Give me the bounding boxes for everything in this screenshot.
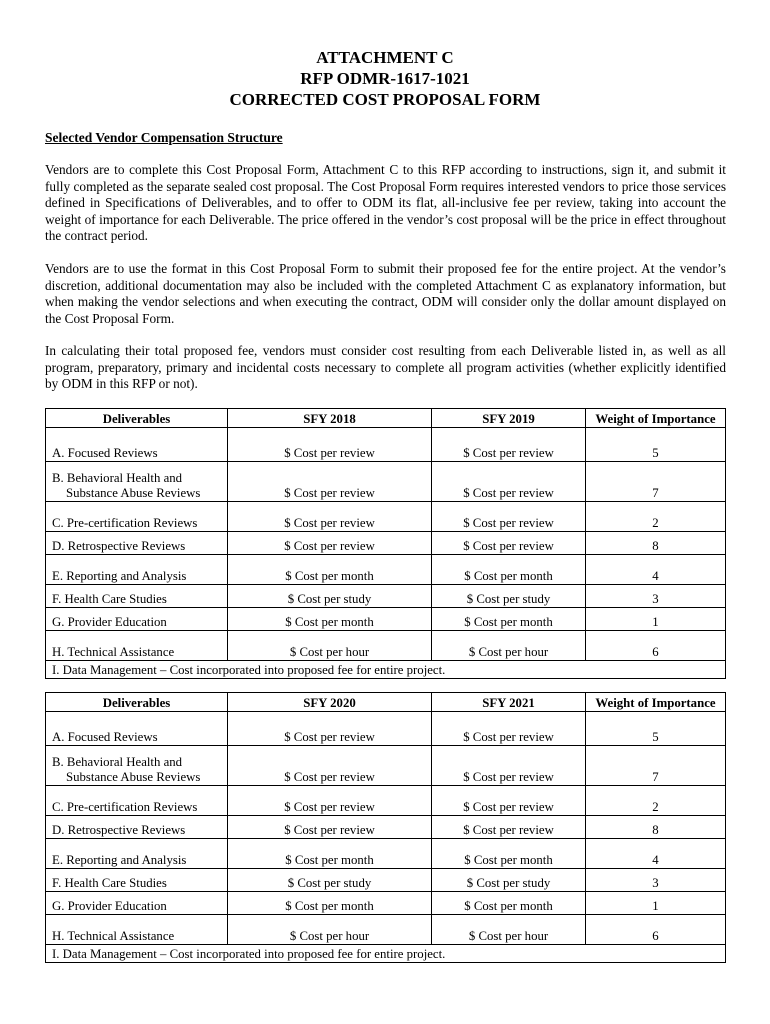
cost-cell[interactable]: $ Cost per month xyxy=(432,608,586,631)
cost-cell[interactable]: $ Cost per month xyxy=(228,892,432,915)
cost-cell[interactable]: $ Cost per month xyxy=(228,608,432,631)
deliverable-line-1: B. Behavioral Health and xyxy=(52,471,183,485)
cost-cell[interactable]: $ Cost per review xyxy=(228,502,432,532)
header-year-b: SFY 2019 xyxy=(432,409,586,428)
cost-cell[interactable]: $ Cost per review xyxy=(228,786,432,816)
deliverable-cell: C. Pre-certification Reviews xyxy=(46,786,228,816)
weight-cell: 6 xyxy=(586,631,726,661)
deliverable-cell: E. Reporting and Analysis xyxy=(46,555,228,585)
table-header-row xyxy=(46,693,726,712)
deliverable-cell: G. Provider Education xyxy=(46,608,228,631)
header-weight: Weight of Importance xyxy=(586,693,726,712)
cost-cell[interactable]: $ Cost per review xyxy=(432,428,586,462)
cost-cell[interactable]: $ Cost per study xyxy=(228,585,432,608)
table-row xyxy=(46,462,726,502)
cost-cell[interactable]: $ Cost per review xyxy=(228,746,432,786)
cost-cell[interactable]: $ Cost per hour xyxy=(432,915,586,945)
cost-cell[interactable]: $ Cost per hour xyxy=(432,631,586,661)
cost-table-sfy-2018-2019 xyxy=(45,408,726,679)
cost-cell[interactable]: $ Cost per review xyxy=(228,712,432,746)
weight-cell: 4 xyxy=(586,555,726,585)
table-row xyxy=(46,555,726,585)
cost-cell[interactable]: $ Cost per month xyxy=(432,555,586,585)
table-footer-row xyxy=(46,945,726,963)
weight-cell: 6 xyxy=(586,915,726,945)
cost-cell[interactable]: $ Cost per review xyxy=(432,746,586,786)
cost-cell[interactable]: $ Cost per study xyxy=(228,869,432,892)
table-row xyxy=(46,892,726,915)
deliverable-cell: H. Technical Assistance xyxy=(46,915,228,945)
cost-cell[interactable]: $ Cost per review xyxy=(432,786,586,816)
weight-cell: 1 xyxy=(586,892,726,915)
table-row xyxy=(46,915,726,945)
cost-cell[interactable]: $ Cost per review xyxy=(432,502,586,532)
weight-cell: 7 xyxy=(586,462,726,502)
paragraph-calculation: In calculating their total proposed fee, vendors must consider cost resulting from each Deliverable listed in, as well as all program, preparatory, primary and incidental costs necessary to complete all program activities (whether explicitly identified by ODM in this RFP or not). xyxy=(45,343,726,391)
cost-cell[interactable]: $ Cost per month xyxy=(228,555,432,585)
table-row xyxy=(46,746,726,786)
weight-cell: 1 xyxy=(586,608,726,631)
cost-cell[interactable]: $ Cost per month xyxy=(432,892,586,915)
deliverable-line-1: B. Behavioral Health and xyxy=(52,755,183,769)
deliverable-cell: F. Health Care Studies xyxy=(46,585,228,608)
table-row xyxy=(46,712,726,746)
weight-cell: 8 xyxy=(586,816,726,839)
table-row xyxy=(46,631,726,661)
table-row xyxy=(46,839,726,869)
weight-cell: 5 xyxy=(586,712,726,746)
cost-cell[interactable]: $ Cost per review xyxy=(228,532,432,555)
data-management-note: I. Data Management – Cost incorporated into proposed fee for entire project. xyxy=(46,945,726,963)
table-row xyxy=(46,786,726,816)
header-year-a: SFY 2018 xyxy=(228,409,432,428)
doc-title-form-name: CORRECTED COST PROPOSAL FORM xyxy=(229,90,541,109)
deliverable-cell: D. Retrospective Reviews xyxy=(46,532,228,555)
deliverable-cell: F. Health Care Studies xyxy=(46,869,228,892)
deliverable-cell: E. Reporting and Analysis xyxy=(46,839,228,869)
data-management-note: I. Data Management – Cost incorporated into proposed fee for entire project. xyxy=(46,661,726,679)
table-row xyxy=(46,502,726,532)
weight-cell: 3 xyxy=(586,869,726,892)
cost-cell[interactable]: $ Cost per month xyxy=(432,839,586,869)
cost-cell[interactable]: $ Cost per review xyxy=(432,462,586,502)
header-year-b: SFY 2021 xyxy=(432,693,586,712)
cost-table-sfy-2020-2021 xyxy=(45,692,726,963)
table-header-row xyxy=(46,409,726,428)
cost-cell[interactable]: $ Cost per study xyxy=(432,869,586,892)
table-footer-row xyxy=(46,661,726,679)
cost-cell[interactable]: $ Cost per review xyxy=(228,462,432,502)
weight-cell: 5 xyxy=(586,428,726,462)
cost-cell[interactable]: $ Cost per review xyxy=(432,532,586,555)
cost-cell[interactable]: $ Cost per review xyxy=(432,712,586,746)
header-weight: Weight of Importance xyxy=(586,409,726,428)
deliverable-cell: A. Focused Reviews xyxy=(46,712,228,746)
deliverable-line-2: Substance Abuse Reviews xyxy=(66,486,201,500)
cost-cell[interactable]: $ Cost per review xyxy=(228,816,432,839)
weight-cell: 3 xyxy=(586,585,726,608)
deliverable-cell: D. Retrospective Reviews xyxy=(46,816,228,839)
deliverable-cell xyxy=(46,462,228,502)
header-deliverables: Deliverables xyxy=(46,409,228,428)
table-row xyxy=(46,585,726,608)
table-row xyxy=(46,532,726,555)
cost-cell[interactable]: $ Cost per hour xyxy=(228,631,432,661)
cost-cell[interactable]: $ Cost per review xyxy=(228,428,432,462)
weight-cell: 8 xyxy=(586,532,726,555)
section-heading: Selected Vendor Compensation Structure xyxy=(45,130,283,145)
table-row xyxy=(46,869,726,892)
deliverable-cell: G. Provider Education xyxy=(46,892,228,915)
table-row xyxy=(46,816,726,839)
cost-cell[interactable]: $ Cost per hour xyxy=(228,915,432,945)
header-deliverables: Deliverables xyxy=(46,693,228,712)
weight-cell: 4 xyxy=(586,839,726,869)
deliverable-cell: A. Focused Reviews xyxy=(46,428,228,462)
deliverable-cell: H. Technical Assistance xyxy=(46,631,228,661)
weight-cell: 7 xyxy=(586,746,726,786)
weight-cell: 2 xyxy=(586,786,726,816)
table-row xyxy=(46,608,726,631)
header-year-a: SFY 2020 xyxy=(228,693,432,712)
doc-title-attachment: ATTACHMENT C xyxy=(316,48,454,67)
cost-cell[interactable]: $ Cost per review xyxy=(432,816,586,839)
deliverable-line-2: Substance Abuse Reviews xyxy=(66,770,201,784)
weight-cell: 2 xyxy=(586,502,726,532)
paragraph-format: Vendors are to use the format in this Cost Proposal Form to submit their proposed fee for the entire project. At the vendor’s discretion, additional documentation may also be included with the completed Attachment C as explanatory information, but when making the vendor selections and when executing the contract, ODM will consider only the dollar amount displayed on the Cost Proposal Form. xyxy=(45,261,726,326)
table-row xyxy=(46,428,726,462)
cost-cell[interactable]: $ Cost per study xyxy=(432,585,586,608)
deliverable-cell xyxy=(46,746,228,786)
paragraph-instructions: Vendors are to complete this Cost Proposal Form, Attachment C to this RFP according to instructions, sign it, and submit it fully completed as the separate sealed cost proposal. The Cost Proposal Form requires interested vendors to price those services defined in Specifications of Deliverables, and to offer to ODM its flat, all-inclusive fee per review, taking into account the weight of importance for each Deliverable. The price offered in the vendor’s cost proposal will be the price in effect throughout the contract period. xyxy=(45,162,726,243)
cost-cell[interactable]: $ Cost per month xyxy=(228,839,432,869)
doc-title-rfp-number: RFP ODMR-1617-1021 xyxy=(300,69,470,88)
deliverable-cell: C. Pre-certification Reviews xyxy=(46,502,228,532)
